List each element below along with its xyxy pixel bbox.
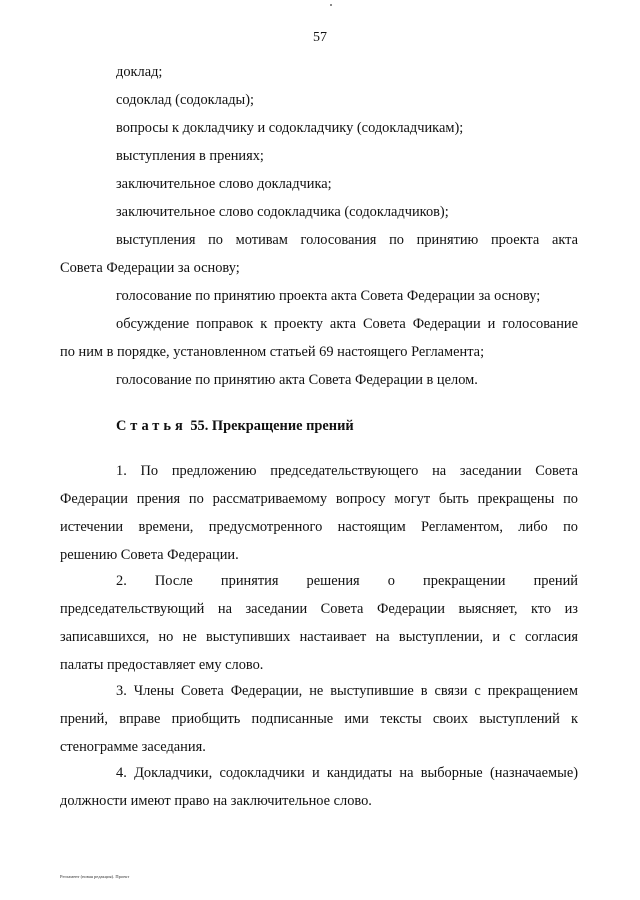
paragraph — [60, 457, 578, 569]
list-item-continuation: Совета Федерации за основу; — [60, 260, 240, 276]
paragraph-line: 4. Докладчики, содокладчики и кандидаты на выборные (назначаемые) — [116, 765, 578, 781]
list-item: обсуждение поправок к проекту акта Совета Федерации и голосование — [116, 316, 578, 332]
list-item: выступления в прениях; — [116, 148, 264, 164]
article-heading — [116, 412, 354, 440]
footer-note: Регламент (новая редакция). Проект — [60, 874, 130, 879]
list-item-continuation: по ним в порядке, установленном статьей 69 настоящего Регламента; — [60, 344, 485, 360]
list-item: заключительное слово содокладчика (содокладчиков); — [116, 204, 449, 220]
list-item: выступления по мотивам голосования по принятию проекта акта — [116, 232, 578, 248]
paragraph — [60, 677, 578, 761]
scan-speck — [330, 4, 332, 6]
paragraph-line: Федерации прения по рассматриваемому вопросу могут быть прекращены по — [60, 491, 578, 507]
paragraph-line: истечении времени, предусмотренного настоящим Регламентом, либо по — [60, 519, 578, 535]
list-item: заключительное слово докладчика; — [116, 176, 332, 192]
paragraph-line: председательствующий на заседании Совета Федерации выясняет, кто из — [60, 601, 578, 617]
page-number: 57 — [313, 30, 327, 45]
paragraph-line: палаты предоставляет ему слово. — [60, 657, 264, 673]
paragraph-line: записавшихся, но не выступивших настаивает на выступлении, и с согласия — [60, 629, 578, 645]
article-title: 55. Прекращение прений — [190, 418, 354, 434]
list-item: голосование по принятию акта Совета Федерации в целом. — [116, 372, 478, 388]
procedure-list — [60, 58, 578, 394]
paragraph-line: 3. Члены Совета Федерации, не выступившие в связи с прекращением — [116, 683, 578, 699]
article-label: Статья — [116, 418, 187, 434]
list-item: голосование по принятию проекта акта Совета Федерации за основу; — [116, 288, 541, 304]
paragraph-line: 2. После принятия решения о прекращении прений — [116, 573, 578, 589]
paragraph — [60, 759, 578, 815]
paragraph-line: решению Совета Федерации. — [60, 547, 239, 563]
paragraph-line: стенограмме заседания. — [60, 739, 206, 755]
paragraph-line: прений, вправе приобщить подписанные ими тексты своих выступлений к — [60, 711, 578, 727]
list-item: доклад; — [116, 64, 163, 80]
list-item: содоклад (содоклады); — [116, 92, 254, 108]
list-item: вопросы к докладчику и содокладчику (содокладчикам); — [116, 120, 464, 136]
paragraph — [60, 567, 578, 679]
paragraph-line: должности имеют право на заключительное слово. — [60, 793, 372, 809]
paragraph-line: 1. По предложению председательствующего на заседании Совета — [116, 463, 578, 479]
